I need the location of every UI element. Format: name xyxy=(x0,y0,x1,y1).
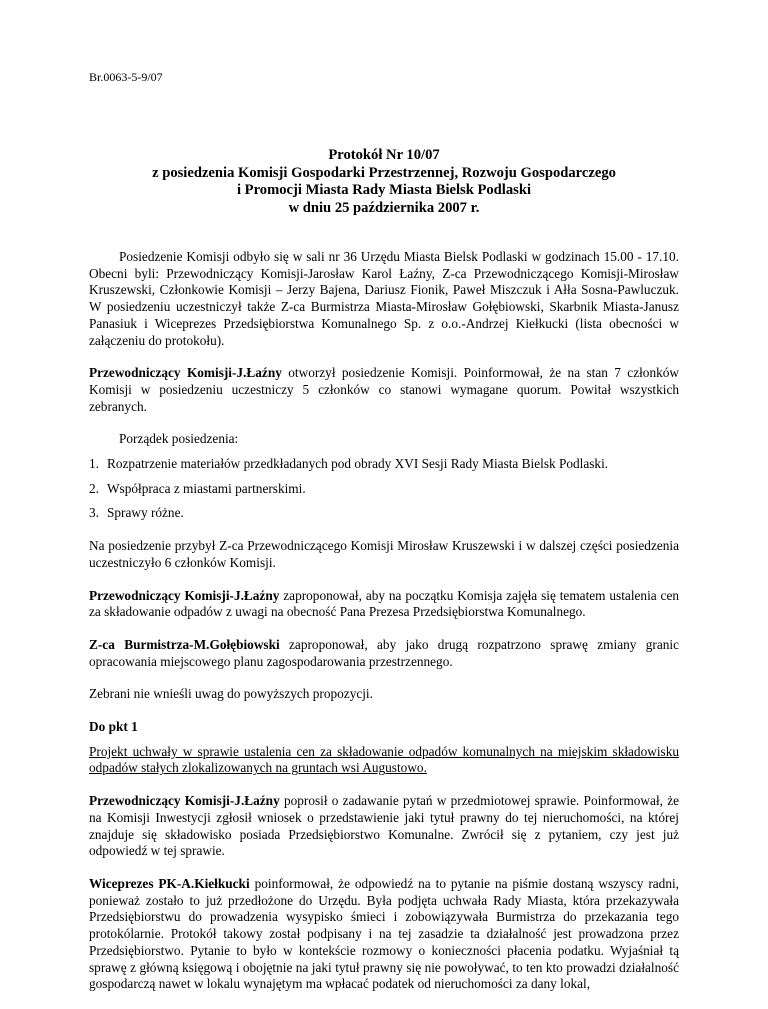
section-subject: Projekt uchwały w sprawie ustalenia cen za składowanie odpadów komunalnych na miejskim składowisku odpadów stałych zlokalizowanych na gruntach wsi Augustowo. xyxy=(89,743,679,776)
speaker-name: Przewodniczący Komisji-J.Łaźny xyxy=(89,587,280,603)
agenda-item xyxy=(89,456,679,473)
agenda-item-number: 2. xyxy=(89,480,99,496)
intro-paragraph: Posiedzenie Komisji odbyło się w sali nr 36 Urzędu Miasta Bielsk Podlaski w godzinach 15.00 - 17.10. Obecni byli: Przewodniczący Komisji-Jarosław Karol Łaźny, Z-ca Przewodniczącego Komisji-Mirosław Kruszewski, Członkowie Komisji – Jerzy Bajena, Dariusz Fionik, Paweł Miszczuk i Ałła Sosna-Pawluczuk. W posiedzeniu uczestniczył także Z-ca Burmistrza Miasta-Mirosław Gołębiowski, Skarbnik Miasta-Janusz Panasiuk i Wiceprezes Przedsiębiorstwa Komunalnego Sp. z o.o.-Andrzej Kiełkucki (lista obecności w załączeniu do protokołu). xyxy=(89,249,679,348)
agenda-item-text: Współpraca z miastami partnerskimi. xyxy=(107,480,306,496)
opening-paragraph xyxy=(89,365,679,415)
agenda-item-text: Rozpatrzenie materiałów przedkładanych pod obrady XVI Sesji Rady Miasta Bielsk Podlaski. xyxy=(107,456,609,472)
agenda-item-text: Sprawy różne. xyxy=(107,505,184,521)
discussion-paragraph xyxy=(89,793,679,860)
paragraph-text: poprosił o zadawanie pytań w przedmiotowej sprawie. Poinformował, że na Komisji Inwestycji zgłosił wniosek o przedstawienie jaki tytuł prawny do tej nieruchomości, na której znajduje się składowisko posiada Przedsiębiorstwo Komunalne. Zwrócił się z pytaniem, czy jest już odpowiedź w tej sprawie. xyxy=(89,793,679,859)
agenda-item xyxy=(89,505,679,522)
title-line: Protokół Nr 10/07 xyxy=(328,147,440,163)
proposal-paragraph xyxy=(89,637,679,670)
document-title xyxy=(89,147,679,217)
title-line: z posiedzenia Komisji Gospodarki Przestrzennej, Rozwoju Gospodarczego xyxy=(152,164,616,181)
reference-number: Br.0063-5-9/07 xyxy=(89,70,163,84)
title-line: i Promocji Miasta Rady Miasta Bielsk Podlaski xyxy=(236,182,532,198)
agenda-item-number: 3. xyxy=(89,505,99,521)
speaker-name: Przewodniczący Komisji-J.Łaźny xyxy=(89,365,282,381)
paragraph-text: zaproponował, aby jako drugą rozpatrzono sprawę zmiany granic opracowania miejscowego planu zagospodarowania przestrzennego. xyxy=(89,636,679,669)
title-line: w dniu 25 października 2007 r. xyxy=(288,199,480,216)
paragraph-text: otworzył posiedzenie Komisji. Poinformował, że na stan 7 członków Komisji w posiedzeniu uczestniczy 5 członków co stanowi wymagane quorum. Powitał wszystkich zebranych. xyxy=(89,365,679,414)
remarks-paragraph: Zebrani nie wnieśli uwag do powyższych propozycji. xyxy=(89,686,373,702)
paragraph-text: zaproponował, aby na początku Komisja zajęła się tematem ustalenia cen za składowanie odpadów z uwagi na obecność Pana Prezesa Przedsiębiorstwa Komunalnego. xyxy=(89,587,680,620)
discussion-paragraph xyxy=(89,876,679,993)
arrival-paragraph: Na posiedzenie przybył Z-ca Przewodniczącego Komisji Mirosław Kruszewski i w dalszej części posiedzenia uczestniczyło 6 członków Komisji. xyxy=(89,538,679,570)
agenda-list xyxy=(89,456,679,522)
proposal-paragraph xyxy=(89,588,679,621)
paragraph-text: poinformował, że odpowiedź na to pytanie na piśmie dostaną wszyscy radni, ponieważ zostało to już przedłożone do Urzędu. Była podjęta uchwała Rady Miasta, która przekazywała Przedsiębiorstwu do prowadzenia wysypisko śmieci i zobowiązywała Burmistrza do przekazania tego protokólarnie. Protokół takowy został podpisany i na tej zasadzie ta działalność jest prowadzona przez Przedsiębiorstwo. Pytanie to było w kontekście rozmowy o konieczności płacenia podatku. Wyjaśniał tą sprawę z główną księgową i obojętnie na jaki tytuł prawny się nie powoływać, to ten kto prowadzi działalność gospodarczą nawet w lokalu wynajętym ma wpłacać podatek od nieruchomości za dany lokal, xyxy=(89,875,679,992)
speaker-name: Z-ca Burmistrza-M.Gołębiowski xyxy=(89,636,280,652)
document-body xyxy=(89,249,679,1009)
agenda-item xyxy=(89,481,679,498)
speaker-name: Wiceprezes PK-A.Kiełkucki xyxy=(89,875,250,891)
speaker-name: Przewodniczący Komisji-J.Łaźny xyxy=(89,793,280,809)
section-heading: Do pkt 1 xyxy=(89,719,138,735)
agenda-heading: Porządek posiedzenia: xyxy=(119,431,239,447)
agenda-item-number: 1. xyxy=(89,456,99,472)
